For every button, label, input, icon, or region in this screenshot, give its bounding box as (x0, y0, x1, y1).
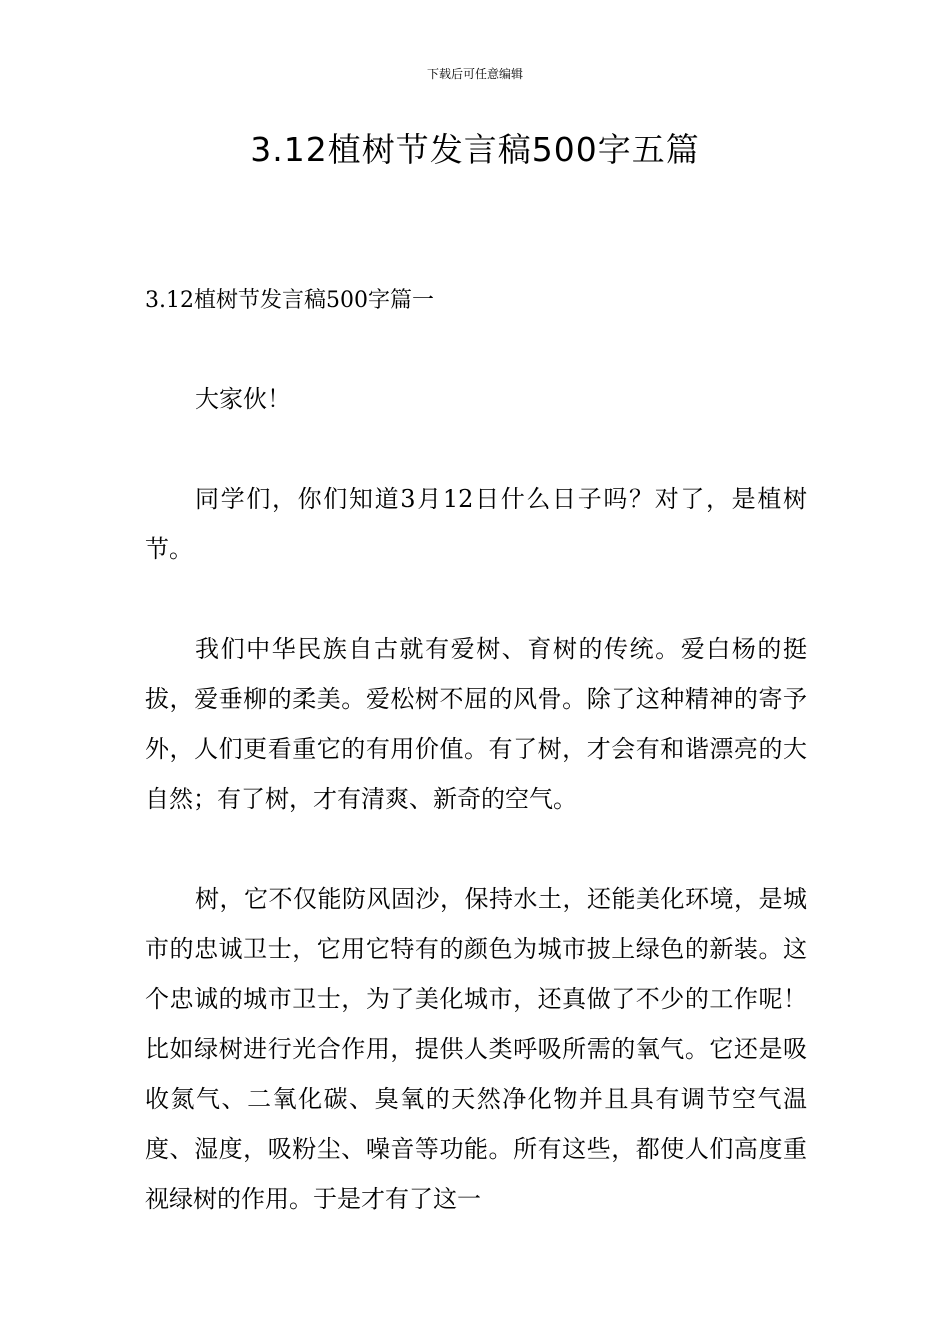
document-body (145, 276, 807, 1224)
section-heading: 3.12植树节发言稿500字篇一 (145, 288, 434, 313)
paragraph: 我们中华民族自古就有爱树、育树的传统。爱白杨的挺拔，爱垂柳的柔美。爱松树不屈的风骨。除了这种精神的寄予外，人们更看重它的有用价值。有了树，才会有和谐漂亮的大自然；有了树，才有清爽、新奇的空气。 (145, 635, 807, 813)
paragraph: 树，它不仅能防风固沙，保持水土，还能美化环境，是城市的忠诚卫士，它用它特有的颜色为城市披上绿色的新装。这个忠诚的城市卫士，为了美化城市，还真做了不少的工作呢！比如绿树进行光合作用，提供人类呼吸所需的氧气。它还是吸收氮气、二氧化碳、臭氧的天然净化物并且具有调节空气温度、湿度，吸粉尘、噪音等功能。所有这些，都使人们高度重视绿树的作用。于是才有了这一 (145, 885, 807, 1213)
document-title: 3.12植树节发言稿500字五篇 (250, 130, 700, 169)
paragraph: 同学们，你们知道3月12日什么日子吗？对了，是植树节。 (145, 485, 807, 563)
header-note: 下载后可任意编辑 (426, 67, 523, 81)
paragraph-greeting: 大家伙！ (195, 385, 291, 413)
